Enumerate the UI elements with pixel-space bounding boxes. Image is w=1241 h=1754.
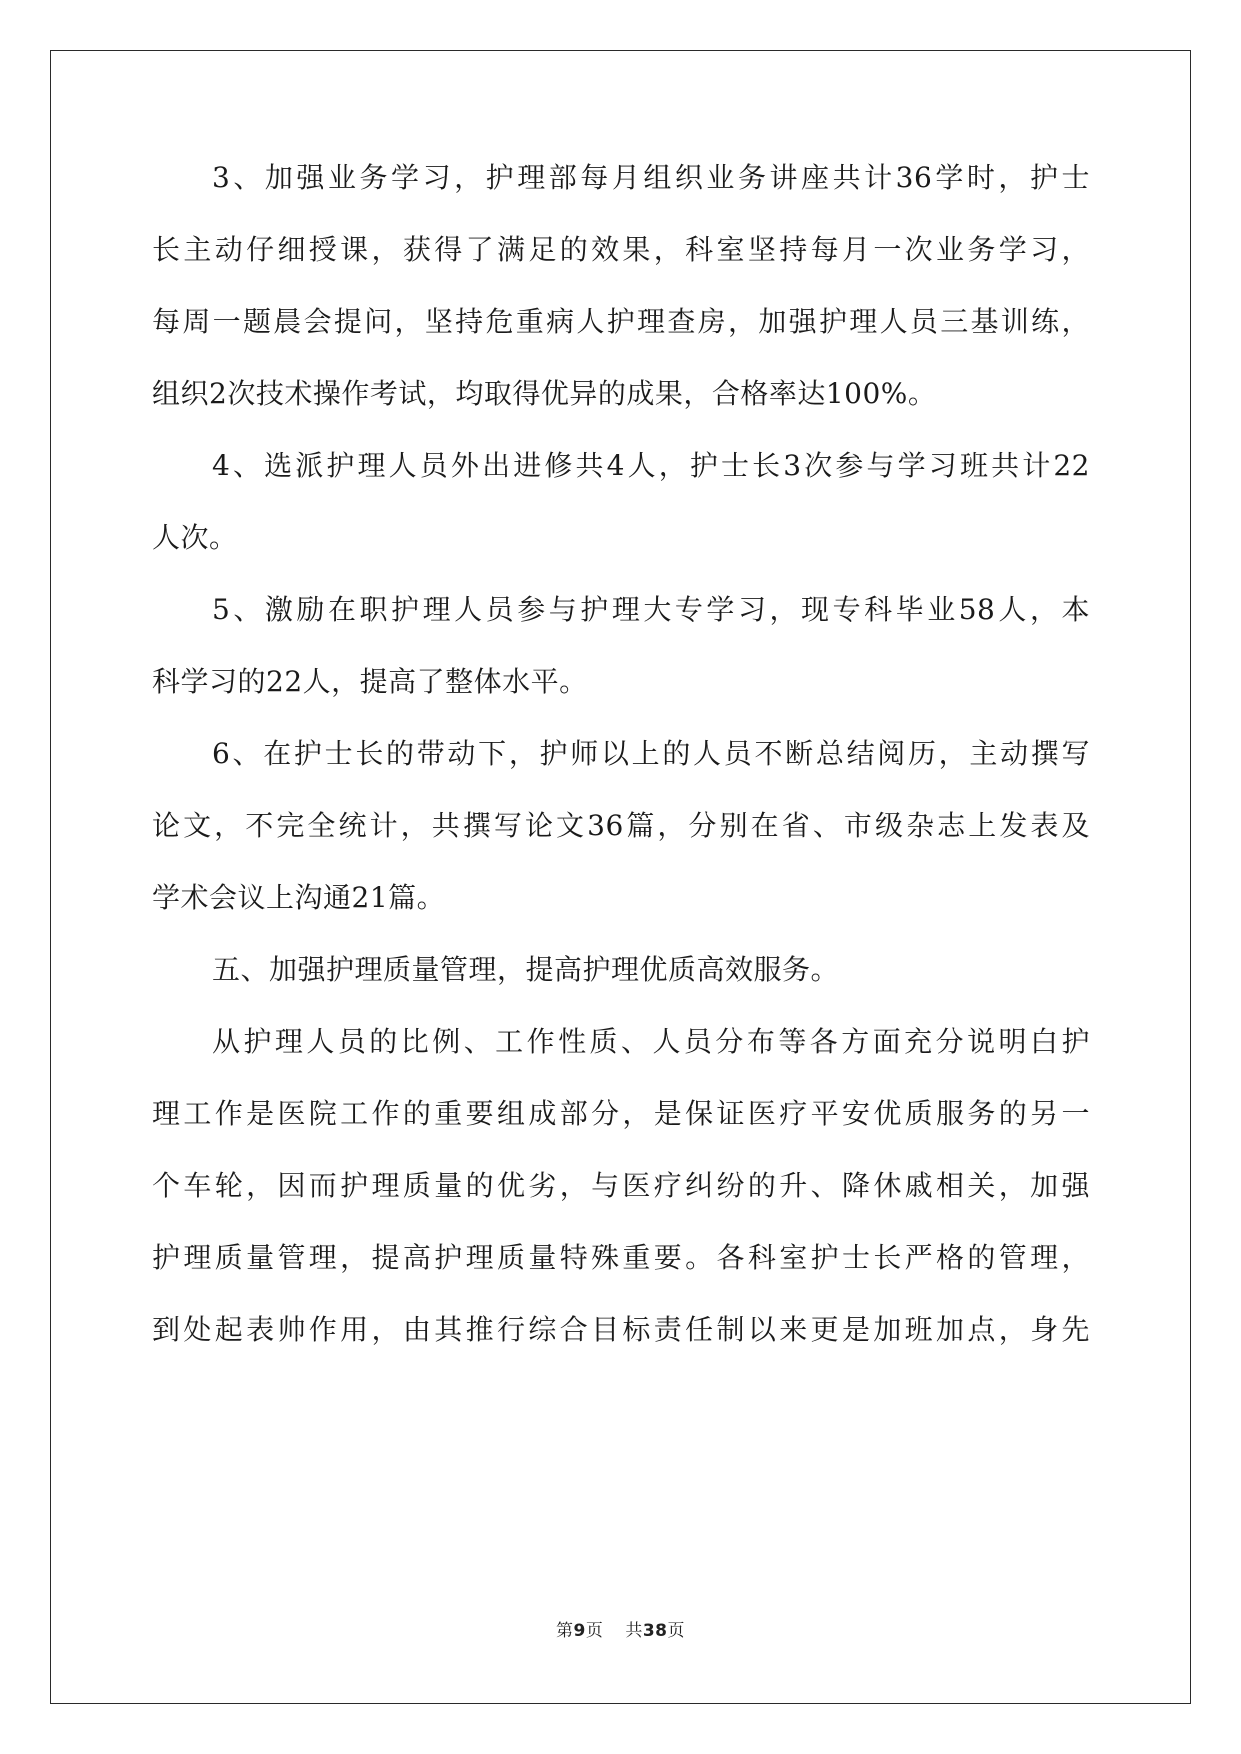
page-footer (0, 1616, 1241, 1641)
text-line: 人次。 (152, 521, 238, 554)
text-line: 理工作是医院工作的重要组成部分，是保证医疗平安优质服务的另一 (152, 1097, 1090, 1130)
text-line: 个车轮，因而护理质量的优劣，与医疗纠纷的升、降休戚相关，加强 (152, 1169, 1090, 1202)
text-line: 3、加强业务学习，护理部每月组织业务讲座共计36学时，护士 (212, 161, 1090, 194)
section-heading: 五、加强护理质量管理，提高护理优质高效服务。 (212, 953, 840, 986)
text-line: 护理质量管理，提高护理质量特殊重要。各科室护士长严格的管理， (152, 1241, 1090, 1274)
total-prefix: 共 (625, 1621, 643, 1641)
text-line: 学术会议上沟通21篇。 (152, 881, 446, 914)
page-number: 9 (573, 1621, 586, 1641)
text-line: 到处起表帅作用，由其推行综合目标责任制以来更是加班加点，身先 (152, 1313, 1090, 1346)
page-border (50, 50, 1191, 1704)
total-pages: 38 (642, 1621, 668, 1641)
text-line: 从护理人员的比例、工作性质、人员分布等各方面充分说明白护 (212, 1025, 1090, 1058)
text-line: 长主动仔细授课，获得了满足的效果，科室坚持每月一次业务学习， (152, 233, 1090, 266)
text-line: 5、激励在职护理人员参与护理大专学习，现专科毕业58人，本 (212, 593, 1090, 626)
text-line: 组织2次技术操作考试，均取得优异的成果，合格率达100%。 (152, 377, 937, 410)
text-line: 6、在护士长的带动下，护师以上的人员不断总结阅历，主动撰写 (212, 737, 1090, 770)
text-line: 每周一题晨会提问，坚持危重病人护理查房，加强护理人员三基训练， (152, 305, 1090, 338)
text-line: 论文，不完全统计，共撰写论文36篇，分别在省、市级杂志上发表及 (152, 809, 1090, 842)
text-line: 4、选派护理人员外出进修共4人，护士长3次参与学习班共计22 (212, 449, 1090, 482)
total-suffix: 页 (667, 1621, 685, 1641)
page-suffix: 页 (585, 1621, 604, 1641)
page-prefix: 第 (555, 1621, 574, 1641)
text-line: 科学习的22人，提高了整体水平。 (152, 665, 588, 698)
